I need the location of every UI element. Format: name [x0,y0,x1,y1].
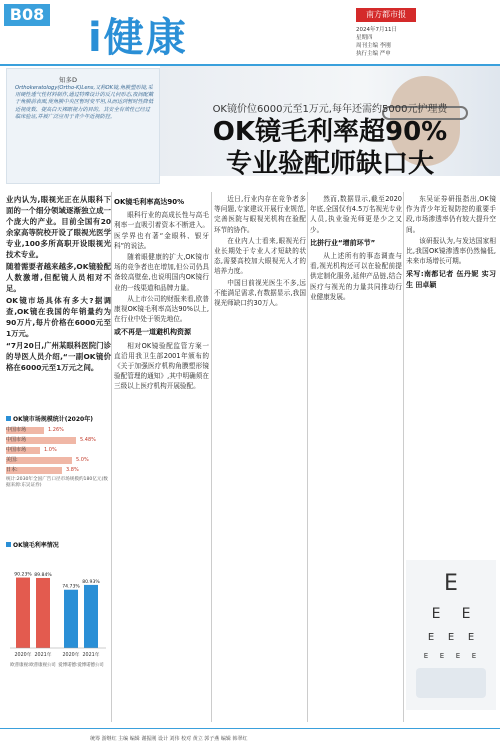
body-paragraph: 该研报认为,与发达国家相比,我国OK镜渗透率仍然偏低,未来市场增长可期。 [406,236,496,266]
section-subtitle: 比拼行业“增前环节” [310,238,376,247]
margin-bar [36,578,50,648]
chart-title [6,414,110,423]
body-paragraph: 然而,数据显示,截至2020年底,全国仅有4.5万名视光专业人员,执业验光师更是少之又少。 [310,195,402,234]
margin-group-label: 欧普康视:欧普康视公司 [10,663,56,668]
chart-bar-row [6,446,110,455]
eye-chart-letter: E [431,606,441,622]
margin-category-label: 2020年 [14,653,32,658]
bar-value: 1.0% [44,447,57,453]
eye-chart-letter: E [427,632,435,643]
body-paragraph: 近日,行业内存在竞争者多等问题,专家建议开展行业规范,完善医院与眼视光机构在验配环节的协作。 [214,195,306,234]
lead-paragraph: “7月20日,广州某眼科医院门诊的导医人员介绍,“一副OK镜价格在6000元至1万元之间。 [6,341,111,372]
chart-bar-row [6,456,110,465]
intro-text: Orthokeratology(Ortho-K)Lens,又称OK镜,角膜塑形镜,采用硬性透气性材料制作,通过特殊设计的反几何形态,夜间配戴于角膜前表面,使角膜中央区暂时变平坦,从而达到暂时性降低近视度数、提高白天裸眼视力的目的。其安全有效性已经过临床验证,并被广泛应用于青少年近视防控。 [15,85,154,120]
chart-bar-row [6,466,110,475]
bar-value: 3.8% [66,467,79,473]
bar-value: 5.0% [76,457,89,463]
chart-bar-row [6,436,110,445]
margin-category-label: 2021年 [34,653,52,658]
body-paragraph: 相对OK镜验配监管方案一直沿用我卫生部2001年颁布的《关于加强医疗机构角膜塑形镜验配管理的通知》,其中明确须在三级以上医疗机构开展验配。 [114,341,209,391]
intro-heading: 知多D [59,76,78,84]
bar-value: 5.48% [80,437,96,443]
lead-paragraph: OK镜市场具体有多大?据调查,OK镜在我国的年销量约为90万片,每片价格在6000元至1万元。 [6,296,111,338]
eye-chart-letter: E [461,606,471,622]
body-paragraph: 在业内人士看来,眼视光行业长期处于专业人才短缺的状态,需要高校加大眼视光人才的培养力度。 [214,236,306,276]
column-divider [111,192,112,722]
bar-label: 日本: [6,467,18,473]
meta-line: 周刊主编 李刚 [356,43,391,49]
eye-chart-letter: E [444,571,458,596]
market-size-chart [6,414,110,534]
section-subtitle: OK镜毛利率高达90% [114,198,185,206]
eye-chart-letter: E [439,652,445,660]
bullet-icon [6,416,11,421]
body-paragraph: 东吴证券研报指出,OK镜作为青少年近视防控的重要手段,市场渗透率仍有较大提升空间。 [406,195,496,234]
headline-line-2: 专业验配师缺口大 [225,149,434,179]
eye-chart-letter: E [423,652,429,660]
margin-bar-value: 89.84% [34,572,52,578]
margin-group-label: 爱博诺德:爱博诺德公司 [58,663,104,668]
margin-bar [64,590,78,648]
headline [160,116,500,180]
bar-label: 美国: [6,457,18,463]
page-header [0,0,500,70]
meta-line: 2024年7月11日 [356,27,397,33]
lead-paragraph: 随着需要者越来越多,OK镜验配人数激增,但配镜人员相对不足。 [6,262,111,293]
margin-bar-value: 80.93% [82,579,100,585]
body-column-5 [406,194,496,293]
chart-source: 统计:2030年全国广告口径市场规模约180亿元(数据来源:东吴证券) [6,477,108,489]
hand-image [416,668,486,698]
chart-bar-row [6,426,110,435]
footer-credits: 统筹 游继红 主编 编辑 谢振刚 设计 刘伟 校对 黄立 郭子燕 编辑 韩翠红 [90,736,248,742]
byline: 采写:南都记者 伍丹妮 实习生 田卓颖 [406,270,496,289]
column-divider [403,192,404,722]
body-paragraph: 眼科行业的高成长性与高毛利率一直吸引着资本不断进入。医学界也有著“金眼科、银牙科”的说法。 [114,211,209,250]
column-divider [211,192,212,722]
margin-bar-value: 74.73% [62,584,80,590]
eye-chart-image [406,560,496,710]
chart-title-text: OK镜毛利率情况 [13,542,59,549]
chart-title [6,540,110,549]
lead-paragraph: 业内认为,眼视光正在从眼科下面的一个细分领域逐渐独立成一个庞大的产业。目前全国有20余家高等院校开设了眼视光医学专业,100多所高职开设眼视光技术专业。 [6,195,111,259]
column-divider [307,192,308,722]
meta-line: 执行主编 严申 [356,51,391,57]
body-paragraph: 从上市公司的财报来看,欧普康视OK镜毛利率高达90%以上,在行业中处于领先地位。 [114,294,209,324]
body-column-3 [214,194,306,309]
newspaper-logo: 南方都市报 [356,8,416,22]
section-subtitle: 或不再是一道避机构资源 [114,328,191,337]
bar-label: 中国市场 [6,427,27,433]
body-column-4 [310,194,402,303]
eye-chart-letter: E [471,652,477,660]
eye-chart-letter: E [447,632,455,643]
bar-label: 中国市场 [6,447,27,453]
section-title: i健康 [88,15,188,61]
bullet-icon [6,542,11,547]
eye-chart-letter: E [467,632,475,643]
headline-line-1: OK镜毛利率超90% [212,117,448,147]
body-paragraph: 随着眼健康的扩大,OK镜市场的竞争者也在增加,但公司仍具备较高壁垒,也说明国内OK镜行业的一线渠道和品牌力量。 [114,253,209,292]
margin-category-label: 2020年 [62,653,80,658]
intro-box [6,68,160,184]
margin-chart [6,540,110,700]
margin-bar [16,578,30,648]
margin-bar [84,585,98,648]
body-paragraph: 从上述所有的事态调查与看,视光机构还可以在验配前提供定制化服务,延伸产品链,结合医疗与视光的力量共同推动行业健康发展。 [310,252,402,301]
bar-value: 1.26% [48,427,64,433]
eye-chart-letter: E [455,652,461,660]
lead-column [6,194,111,374]
subheadline: OK镜价位6000元至1万元,每年还需约5000元护理费 [212,104,448,115]
bar-label: 中国市场 [6,437,27,443]
issue-meta [356,26,397,58]
meta-line: 星期四 [356,35,373,41]
body-column-2 [114,194,209,393]
page-number: B08 [4,4,50,26]
margin-category-label: 2021年 [82,653,100,658]
margin-chart-svg [6,552,110,692]
chart-title-text: OK镜市场规模统计(2020年) [13,416,93,423]
eye-chart-graphic [406,560,496,710]
body-paragraph: 中国目前视光医生不多,远不能满足需求,有数据显示,我国视光师缺口约30万人。 [214,278,306,308]
page-footer [0,728,500,750]
margin-bar-value: 90.23% [14,572,32,578]
